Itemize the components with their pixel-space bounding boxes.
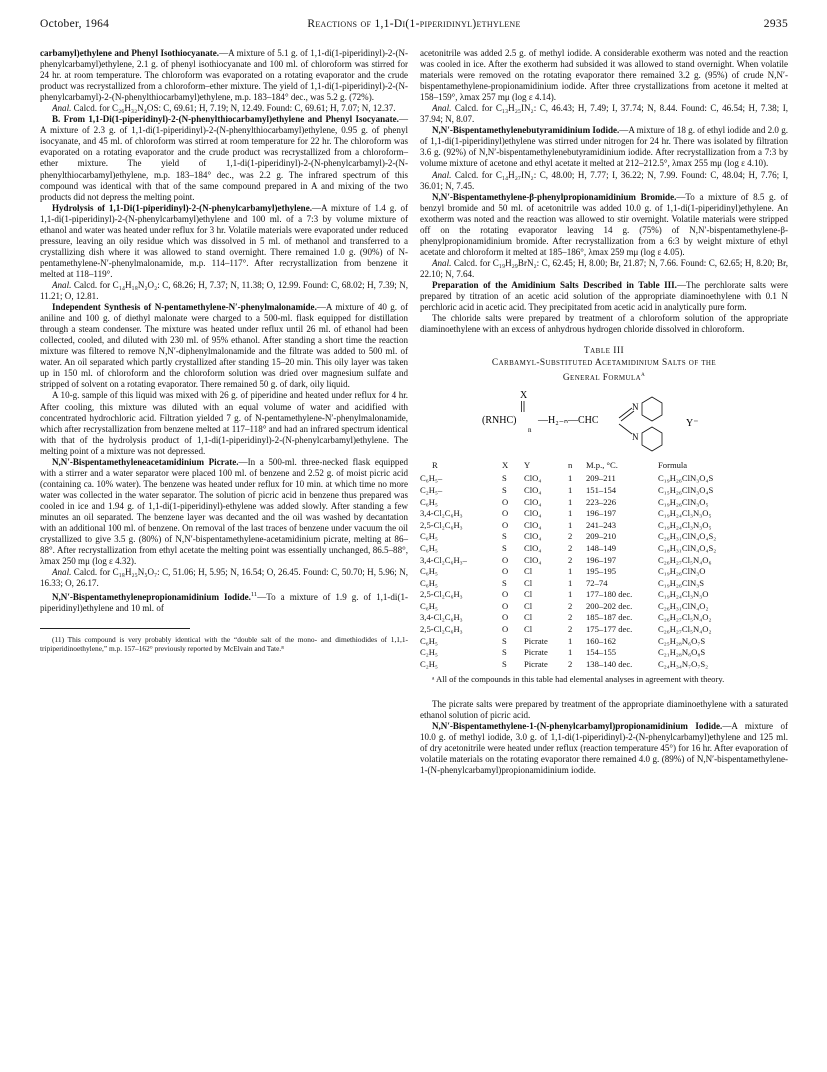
section-heading: N,N′-Bispentamethylenepropionamidinium Iodide. <box>52 592 251 603</box>
section-heading: Preparation of the Amidinium Salts Described in Table III. <box>432 279 677 290</box>
table-cell: O <box>502 519 509 530</box>
table-cell: Cl <box>524 589 533 600</box>
running-header <box>40 18 788 40</box>
formula-n-subscript: n <box>528 426 532 435</box>
table-cell: C₆H₅ <box>420 496 438 507</box>
table-cell: O <box>502 508 509 519</box>
table-cell: 2,5-Cl₂C₆H₃ <box>420 519 463 530</box>
paragraph <box>420 280 788 313</box>
section-heading: carbamyl)ethylene and Phenyl Isothiocyanate. <box>40 48 220 58</box>
table-cell: 160–162 <box>586 635 617 646</box>
table-row <box>420 636 788 648</box>
table-header-row <box>420 458 788 473</box>
analysis-label: Anal. <box>432 103 452 114</box>
table-cell: C₂₆H₂₇Cl₅N₄O₂ <box>658 612 712 623</box>
table-cell: C₁₈H₃₁ClN₄O₄S₂ <box>658 542 717 553</box>
table-cell: Cl <box>524 600 533 611</box>
table-cell: 1 <box>568 566 573 577</box>
table-cell: 196–197 <box>586 554 617 565</box>
paragraph-text: —To a mixture of 1.9 g. of 1,1-di(1-piperidinyl)ethylene and 10 ml. of <box>40 592 408 614</box>
table-cell: 196–197 <box>586 508 617 519</box>
table-cell: 2,5-Cl₂C₆H₃ <box>420 589 463 600</box>
analysis-label: Anal. <box>432 257 452 268</box>
table-cell: C₆H₅ <box>420 531 438 542</box>
paragraph-text: —A mixture of 5.1 g. of 1,1-di(1-piperidinyl)-2-(N-phenylcarbamyl)ethylene, 2.1 g. of phenyl isothiocyanate and 100 ml. of chloroform was stirred for 24 hr. at room temperature. The chloroform was evaporated on a rotating evaporator and the crude product was recrystallized from a chloroform–ether mixture. The yield of 1,1-di(1-piperidinyl)-2-(N-phenylcarbamyl)-2-(N-phenylthiocarbamyl)ethylene, m.p. 183–184° dec., was 5.2 g. (72%). <box>40 48 409 103</box>
paragraph <box>420 313 788 335</box>
table-cell: ClO₄ <box>524 531 542 542</box>
section-heading: Independent Synthesis of N-pentamethylene-N′-phenylmalonamide. <box>52 302 317 313</box>
table-cell: ClO₄ <box>524 542 542 553</box>
table-cell: 148–149 <box>586 542 617 553</box>
table-cell: 175–177 dec. <box>586 624 633 635</box>
table-cell: C₁₅H₂₆ClN₃O₄S <box>658 484 714 495</box>
table-cell: C₆H₅ <box>420 542 438 553</box>
table-cell: S <box>502 542 507 553</box>
formula-n-plus: N <box>632 402 639 413</box>
table-cell: ClO₄ <box>524 484 542 495</box>
column-header: Y <box>524 460 531 471</box>
header-title: Reactions of 1,1-Di(1-piperidinyl)ethylene <box>307 18 521 30</box>
section-heading: N,N′-Bispentamethyleneacetamidinium Picrate. <box>52 456 239 467</box>
table-cell: C₁₉H₂₆ClN₃O₅ <box>658 496 709 507</box>
analysis-paragraph <box>40 280 408 302</box>
table-row <box>420 612 788 624</box>
table-cell: 185–187 dec. <box>586 612 633 623</box>
table-cell: 1 <box>568 635 573 646</box>
table-cell: 1 <box>568 589 573 600</box>
formula-n: N <box>632 432 639 443</box>
table-cell: 1 <box>568 647 573 658</box>
left-column <box>40 48 408 653</box>
paragraph <box>420 125 788 169</box>
paragraph-text: The picrate salts were prepared by treatment of the appropriate diaminoethylene with a saturated ethanol solution of picric acid. <box>420 698 788 720</box>
paragraph-text: —To a mixture of 8.5 g. of benzyl bromide and 50 ml. of acetonitrile was added 10.0 g. of 1,1-di(1-piperidinyl)ethylene. An exotherm was noted and the reaction was allowed to stir overnight. Volatile materials were stripped off on the rotating evaporator leaving 14 g. (75%) of N,N′-bispentamethylene-β-phenylpropionamidinium bromide. After recrystallization from a 6:3 by weight mixture of ethyl acetate and chloroform it melted at 185–186°, λmax 259 mμ (log ε 4.05). <box>420 191 789 257</box>
table-cell: 1 <box>568 577 573 588</box>
paragraph-text: —A mixture of 2.3 g. of 1,1-di(1-piperidinyl)-2-(N-phenylthiocarbamyl)ethylene, 0.95 g. of phenyl isocyanate, and 45 ml. of chloroform was stirred at room temperature for 22 hr. The chloroform was evaporated on a rotating evaporator and the crude product was recrystallized from a chloroform–ether mixture. The yield of 1,1-di(1-piperidinyl)-2-(N-phenylcarbamyl)-2-(N-phenylthiocarbamyl)ethylene, m.p. 183–184° dec., was 2.2 g. The infrared spectrum of this compound was identical with that of the same compound prepared in A and mixing of the two products did not depress the melting point. <box>40 114 408 202</box>
table-cell: S <box>502 658 507 669</box>
table-cell: S <box>502 531 507 542</box>
footnote-rule <box>40 628 190 629</box>
table-row <box>420 520 788 532</box>
table-row <box>420 508 788 520</box>
paragraph-text: A 10-g. sample of this liquid was mixed with 26 g. of piperidine and heated under reflux for 4 hr. After cooling, this mixture was diluted with an equal volume of water and acidified with concentrated hydrochloric acid. Filtration yielded 7 g. of N-pentamethylene-N′-phenylmalonamide, which after recrystallization from benzene melted at 117–118° and had an infrared spectrum identical with that of the hydrolysis product of 1,1-di(1-piperidinyl)-2-(N-phenylcarbamyl)ethylene. The melting point of a mixture was not depressed. <box>40 390 408 456</box>
table-cell: ClO₄ <box>524 554 542 565</box>
table-row <box>420 485 788 497</box>
table-cell: O <box>502 566 509 577</box>
paragraph <box>420 699 788 721</box>
section-heading: N,N′-Bispentamethylenebutyramidinium Iodide. <box>432 125 620 136</box>
table-cell: O <box>502 624 509 635</box>
table-cell: C₁₉H₂₄Cl₃N₃O₅ <box>658 508 712 519</box>
formula-anion: Y⁻ <box>686 418 699 430</box>
table-cell: C₂₆H₃₁ClN₄O₄S₂ <box>658 531 717 542</box>
right-column <box>420 48 788 776</box>
table-cell: C₂₅H₂₈N₆O₇S <box>658 635 706 646</box>
table-cell: 1 <box>568 519 573 530</box>
table-cell: Picrate <box>524 658 548 669</box>
journal-page <box>40 18 789 776</box>
paragraph-text: Calcd. for C₁₃H₂₅IN₂: C, 46.43; H, 7.49; I, 37.74; N, 8.44. Found: C, 46.54; H, 7.38; I, 37.94; N, 8.07. <box>420 103 788 125</box>
table-cell: C₂₆H₃₁ClN₄O₂ <box>658 600 709 611</box>
table-footnote-ref: a <box>641 371 646 379</box>
table-cell: C₆H₅ <box>420 577 438 588</box>
paragraph-text: Calcd. for C₁₈H₂₅N₅O₇: C, 51.06; H, 5.95; N, 16.54; O, 26.45. Found: C, 50.70; H, 5.96; N, 16.33; O, 26.17. <box>40 567 408 589</box>
paragraph <box>40 457 408 567</box>
footnote-ref: 11 <box>250 591 258 599</box>
table-cell: 2 <box>568 531 573 542</box>
table-cell: C₁₉H₂₄Cl₃N₃O <box>658 589 709 600</box>
table-row <box>420 473 788 485</box>
table-cell: ClO₄ <box>524 496 542 507</box>
table-cell: 2,5-Cl₂C₆H₃ <box>420 624 463 635</box>
table-cell: O <box>502 612 509 623</box>
formula-chain: —H₂₋ₙ—CHC <box>538 415 599 427</box>
table-cell: O <box>502 589 509 600</box>
column-header: Formula <box>658 460 688 471</box>
table-row <box>420 578 788 590</box>
table-cell: 2 <box>568 658 573 669</box>
table-cell: C₆H₅ <box>420 635 438 646</box>
table-cell: C₂₁H₂₈N₆O₈S <box>658 647 706 658</box>
table-cell: O <box>502 496 509 507</box>
table-cell: 3,4-Cl₂C₆H₃ <box>420 612 463 623</box>
formula-bond <box>621 411 634 421</box>
table-row <box>420 624 788 636</box>
analysis-label: Anal. <box>432 169 452 180</box>
table-title-line2 <box>420 369 788 384</box>
table-cell: Picrate <box>524 635 548 646</box>
column-header: X <box>502 460 509 471</box>
table-row <box>420 497 788 509</box>
paragraph-text: —In a 500-ml. three-necked flask equipped with a stirrer and a water separator were placed 100 ml. of benzene and 2.52 g. of moist picric acid (containing ca. 10% water). The benzene was heated under reflux for 10 min. at which time no more water was collected in the water separator. The solution of picric acid in benzene thus prepared was cooled in ice and 1.94 g. of 1,1-di(1-piperidinyl)-ethylene was added slowly. After standing a few minutes an oil separated. The benzene layer was decanted and the oil was washed by decantation with an additional 100 ml. of benzene. On removal of the last traces of benzene under vacuum the oil crystallized to give 3.5 g. (80%) of N,N′-bispentamethylene-acetamidinium picrate, melting at 86–88°. After recrystallization from ethyl acetate the melting point was essentially unchanged, 86.5–88°, λmax 250 mμ (log ε 4.32). <box>40 456 408 567</box>
table-cell: Cl <box>524 577 533 588</box>
table-footnote: ᵃ All of the compounds in this table had elemental analyses in agreement with theory. <box>432 674 725 685</box>
table-cell: ClO₄ <box>524 519 542 530</box>
table-title-line1: Carbamyl-Substituted Acetamidinium Salts of the <box>491 358 717 369</box>
table-cell: 1 <box>568 473 573 484</box>
table-caption <box>420 345 788 384</box>
table-cell: 2 <box>568 542 573 553</box>
table-cell: 151–154 <box>586 484 617 495</box>
table-row <box>420 555 788 567</box>
table-cell: S <box>502 577 507 588</box>
table-cell: 209–211 <box>586 473 616 484</box>
table-cell: Cl <box>524 566 533 577</box>
formula-bond <box>619 408 632 418</box>
table-cell: Picrate <box>524 647 548 658</box>
general-formula-structure <box>420 388 788 454</box>
paragraph <box>40 114 408 202</box>
table-cell: 154–155 <box>586 647 617 658</box>
table-cell: 195–195 <box>586 566 617 577</box>
piperidine-ring <box>642 397 662 421</box>
paragraph-text: —The perchlorate salts were prepared by titration of an acetic acid solution of the appropriate diaminoethylene with 0.1 N perchloric acid in acetic acid. They precipitated from acetic acid in analytically pure form. <box>420 279 788 313</box>
page-number: 2935 <box>763 18 788 30</box>
paragraph-text: —A mixture of 40 g. of aniline and 100 g. of diethyl malonate were charged to a 500-ml. flask equipped for distillation through a steam condenser. The mixture was heated under reflux until 26 ml. of ethanol had been collected, cooled, and diluted with 230 ml. of 95% ethanol. After standing a short time the reaction mixture was filtered to remove N,N′-diphenylmalonamide and the filtrate was added to 500 ml. of water. An oil separated which partly crystallized after standing 15–20 min. This oily layer was taken up in 150 ml. of chloroform and the chloroform solution was dried over magnesium sulfate and stripped of solvent on a rotating evaporator. There remained 50 g. of dark, oily liquid. <box>40 302 408 390</box>
paragraph <box>40 203 408 280</box>
table-cell: 1 <box>568 508 573 519</box>
paragraph <box>40 390 408 456</box>
table-cell: 241–243 <box>586 519 617 530</box>
paragraph-text: —A mixture of 18 g. of ethyl iodide and 2.0 g. of 1,1-di(1-piperidinyl)ethylene was stirred under nitrogen for 24 hr. There was isolated by filtration 3.6 g. (92%) of N,N′-bispentamethylenebutyramidinium iodide. After recrystallization from a 7:3 by volume mixture of acetone and ethyl acetate it melted at 212–212.5°, λmax 255 mμ (log ε 4.10). <box>420 125 788 169</box>
table-number: Table III <box>583 346 625 357</box>
analysis-paragraph <box>40 103 408 114</box>
table-cell: C₂H₅– <box>420 484 443 495</box>
table-cell: C₂H₅ <box>420 658 438 669</box>
table-cell: C₆H₅ <box>420 600 438 611</box>
table-cell: S <box>502 635 507 646</box>
formula-rnhc: (RNHC) <box>482 415 517 427</box>
analysis-paragraph <box>420 103 788 125</box>
table-cell: C₂₆H₂₇Cl₅N₄O₂ <box>658 624 712 635</box>
table-cell: 2 <box>568 554 573 565</box>
table-row <box>420 647 788 659</box>
paragraph-text: —A mixture of 1.4 g. of 1,1-di(1-piperidinyl)-2-(N-phenylcarbamyl)ethylene and 100 ml. of a 7:3 by volume mixture of ethanol and water was heated under reflux for 3 hr. Volatile materials were evaporated under reduced pressure, leaving an oily residue which was dissolved in 5 ml. of methanol and transferred to a crystallizing dish where it was allowed to stand overnight. There remained 1.0 g. (90%) of N-pentamethylene-N′-phenylmalonamide, m.p. 114–117°. After recrystallization from benzene it melted at 118–119°. <box>40 202 408 279</box>
header-date: October, 1964 <box>40 18 110 30</box>
table-cell: C₁₉H₂₆ClN₃O₄S <box>658 473 714 484</box>
paragraph-text: Calcd. for C₁₄H₁₈N₂O₂: C, 68.26; H, 7.37; N, 11.38; O, 12.99. Found: C, 68.02; H, 7.39; N, 11.21; O, 12.81. <box>40 279 408 302</box>
table-row <box>420 531 788 543</box>
table-row <box>420 543 788 555</box>
table-cell: 223–226 <box>586 496 617 507</box>
paragraph <box>40 48 408 103</box>
table-row <box>420 601 788 613</box>
paragraph <box>420 192 788 258</box>
table-cell: 1 <box>568 484 573 495</box>
paragraph-text: acetonitrile was added 2.5 g. of methyl iodide. A considerable exotherm was noted and the reaction was cooled in ice. After the exotherm had subsided it was allowed to stand overnight. When volatile materials were removed on the rotating evaporator there remained 3.2 g. (95%) of crude N,N′-bispentamethylene-propionamidinium iodide. After three crystallizations from acetone it melted at 158–159°, λmax 257 mμ (log ε 4.14). <box>420 48 788 103</box>
table-cell: C₁₉H₂₄Cl₃N₃O₅ <box>658 519 712 530</box>
paragraph-text: Calcd. for C₂₆H₃₂N₄OS: C, 69.61; H, 7.19; N, 12.49. Found: C, 69.61; H, 7.07; N, 12.37. <box>71 103 396 114</box>
table-cell: 138–140 dec. <box>586 658 633 669</box>
general-formula <box>420 388 788 454</box>
table-row <box>420 659 788 671</box>
table-cell: C₂₆H₂₇Cl₅N₄O₆ <box>658 554 712 565</box>
table-cell: C₁₉H₂₆ClN₃O <box>658 566 706 577</box>
section-heading: N,N′-Bispentamethylene-1-(N-phenylcarbamyl)propionamidinium Iodide. <box>432 721 723 732</box>
table-cell: Cl <box>524 624 533 635</box>
table-cell: S <box>502 473 507 484</box>
table-cell: 2 <box>568 600 573 611</box>
paragraph-text: —A mixture of 10.0 g. of methyl iodide, 3.0 g. of 1,1-di(1-piperidinyl)-2-(N-phenylcarbamyl)ethylene and 125 ml. of dry acetonitrile were heated under reflux (reaction temperature 45°) for 16 hr. After evaporation of volatile materials on the rotating evaporator there remained 4.0 g. (89%) of N,N′-bispentamethylene-1-(N-phenylcarbamyl)propionamidinium iodide. <box>420 721 788 776</box>
table-cell: C₂₄H₃₄N₇O₇S₂ <box>658 658 709 669</box>
analysis-paragraph <box>420 258 788 280</box>
table-cell: 2 <box>568 612 573 623</box>
data-table <box>420 458 788 670</box>
paragraph <box>420 721 788 776</box>
paragraph-text: Calcd. for C₁₉H₂₉BrN₂: C, 62.45; H, 8.00; Br, 21.87; N, 7.66. Found: C, 62.65; H, 8.20; Br, 22.10; N, 7.64. <box>420 257 788 279</box>
table-cell: ClO₄ <box>524 473 542 484</box>
table-cell: 3,4-Cl₂C₆H₃ <box>420 508 463 519</box>
table-cell: 2 <box>568 624 573 635</box>
table-cell: S <box>502 647 507 658</box>
table-cell: ClO₄ <box>524 508 542 519</box>
table-cell: 3,4-Cl₂C₆H₃– <box>420 554 467 565</box>
table-cell: O <box>502 600 509 611</box>
analysis-label: Anal. <box>52 279 72 290</box>
table-body <box>420 473 788 670</box>
table-row <box>420 589 788 601</box>
analysis-paragraph <box>40 567 408 589</box>
table-cell: 200–202 dec. <box>586 600 633 611</box>
table-cell: O <box>502 554 509 565</box>
footnote: (11) This compound is very probably identical with the “double salt of the mono- and dimethiodides of 1,1,1-tripiperidinoethylene,” m.p. 157–162° previously reported by McElvain and Tate.⁸ <box>40 635 408 654</box>
table-cell: C₆H₅ <box>420 566 438 577</box>
table-cell: 209–210 <box>586 531 617 542</box>
section-heading: Hydrolysis of 1,1-Di(1-piperidinyl)-2-(N-phenylcarbamyl)ethylene. <box>52 202 312 213</box>
table-cell: 72–74 <box>586 577 608 588</box>
formula-bond <box>619 424 632 434</box>
paragraph <box>40 302 408 390</box>
paragraph <box>40 589 408 614</box>
table-title-text: General Formula <box>562 373 642 384</box>
analysis-label: Anal. <box>52 567 72 578</box>
table-cell: Cl <box>524 612 533 623</box>
paragraph-text: Calcd. for C₁₄H₂₇IN₂: C, 48.00; H, 7.77; I, 36.22; N, 7.99. Found: C, 48.04; H, 7.76; I, 36.01; N, 7.45. <box>420 169 788 191</box>
formula-x: X <box>520 390 528 402</box>
table-cell: C₆H₅– <box>420 473 443 484</box>
paragraph-text: The chloride salts were prepared by treatment of a chloroform solution of the appropriate diaminoethylene with an excess of anhydrous hydrogen chloride dissolved in chloroform. <box>420 313 788 335</box>
table-row <box>420 566 788 578</box>
table-cell: 177–180 dec. <box>586 589 633 600</box>
column-header: n <box>568 460 573 471</box>
analysis-paragraph <box>420 170 788 192</box>
table-cell: S <box>502 484 507 495</box>
table-cell: 1 <box>568 496 573 507</box>
table-cell: C₁₉H₂₆ClN₃S <box>658 577 705 588</box>
section-heading: N,N′-Bispentamethylene-β-phenylpropionamidinium Bromide. <box>432 191 677 202</box>
piperidine-ring <box>642 427 662 451</box>
section-heading: B. From 1,1-Di(1-piperidinyl)-2-(N-phenylthiocarbamyl)ethylene and Phenyl Isocyanate. <box>52 114 399 125</box>
column-header: R <box>432 460 438 471</box>
paragraph <box>420 48 788 103</box>
column-header: M.p., °C. <box>586 460 618 471</box>
analysis-label: Anal. <box>52 103 72 114</box>
table-cell: C₂H₅ <box>420 647 438 658</box>
